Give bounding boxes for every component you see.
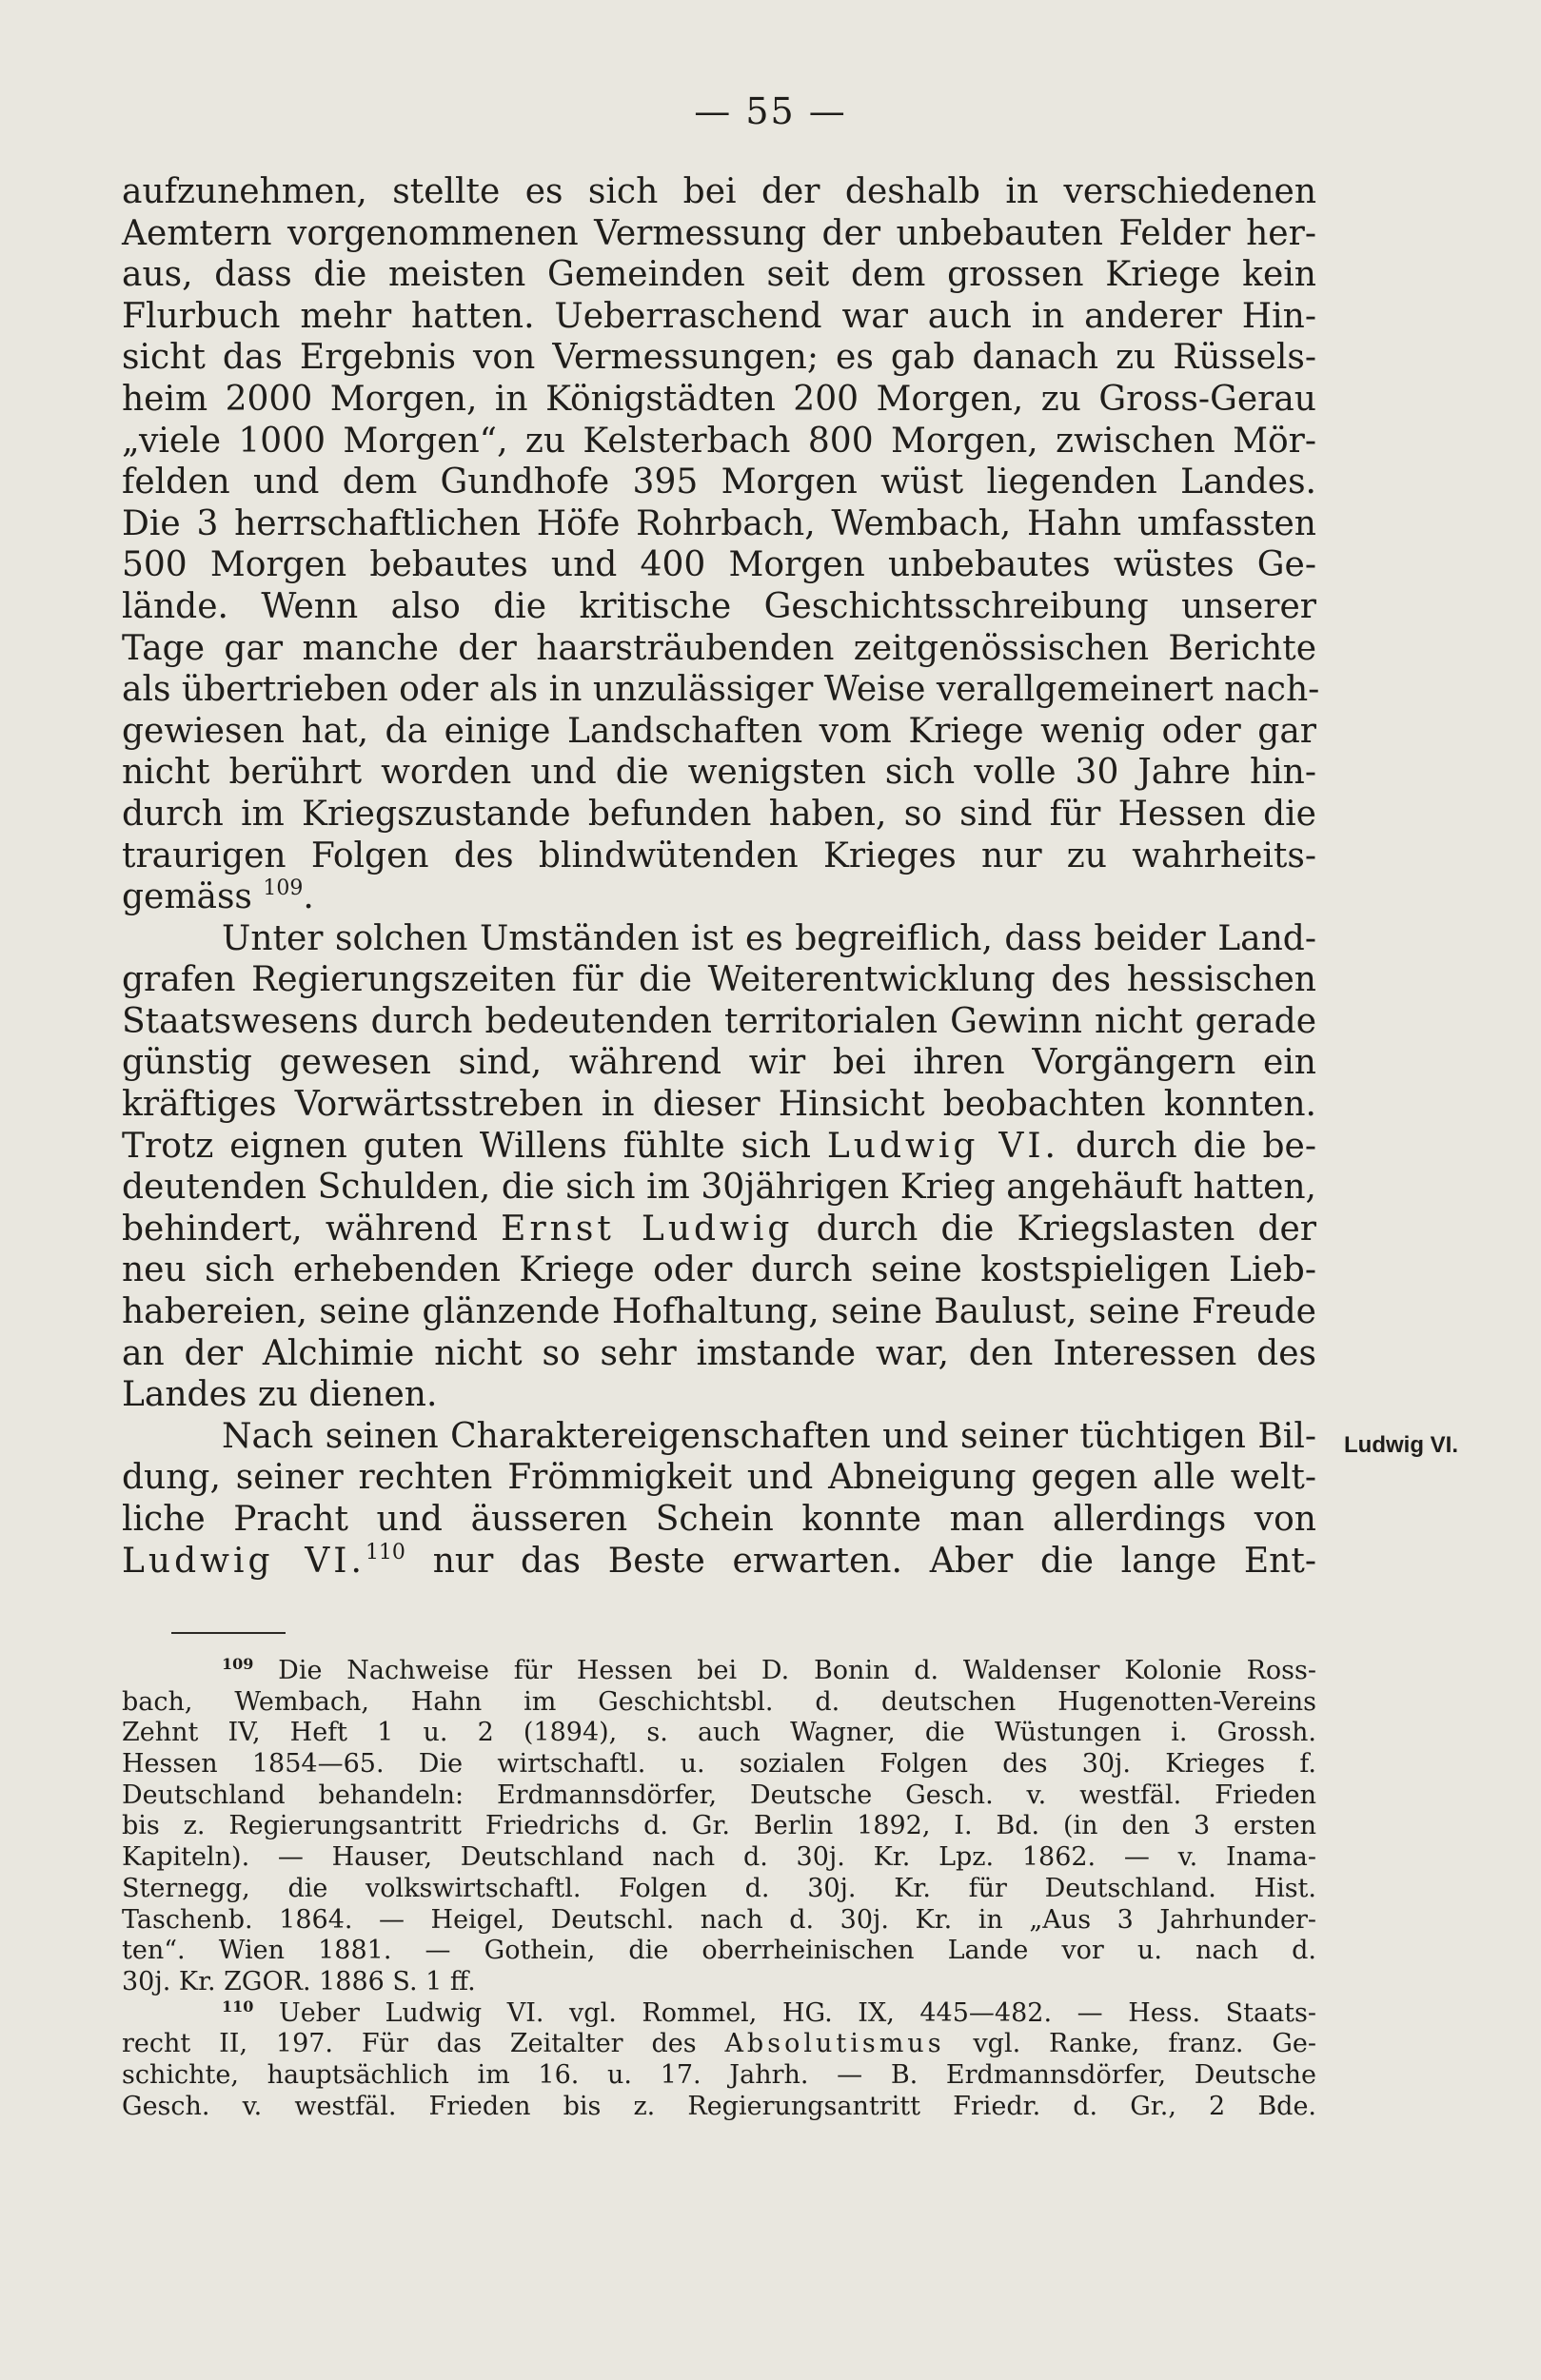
spaced-name: Ludwig VI. [122, 1541, 365, 1581]
text-line: „viele 1000 Morgen“, zu Kelsterbach 800 Morgen, zwischen Mör- [122, 421, 1316, 461]
text-line: Unter solchen Umständen ist es begreiflich, dass beider Land- [222, 918, 1316, 958]
text-fragment: Trotz eignen guten Willens fühlte sich [122, 1126, 827, 1166]
footnote-line: Deutschland behandeln: Erdmannsdörfer, Deutsche Gesch. v. westfäl. Frieden [122, 1780, 1316, 1810]
text-line: sicht das Ergebnis von Vermessungen; es gab danach zu Rüssels- [122, 338, 1316, 378]
footnote-ref-109: 109 [263, 876, 304, 901]
text-line [122, 1541, 1316, 1583]
text-line: durch im Kriegszustande befunden haben, so sind für Hessen die [122, 794, 1316, 834]
text-fragment: vgl. Ranke, franz. Ge- [944, 2029, 1316, 2059]
footnote-ref-110: 110 [365, 1540, 405, 1564]
footnote-line: schichte, hauptsächlich im 16. u. 17. Jahrh. — B. Erdmannsdörfer, Deutsche [122, 2059, 1316, 2090]
text-line: Die 3 herrschaftlichen Höfe Rohrbach, Wembach, Hahn umfassten [122, 503, 1316, 543]
text-line: heim 2000 Morgen, in Königstädten 200 Morgen, zu Gross-Gerau [122, 379, 1316, 419]
text-fragment: Die Nachweise für Hessen bei D. Bonin d. Waldenser Kolonie Ross- [253, 1656, 1316, 1685]
main-text [122, 171, 1320, 1582]
text-line: habereien, seine glänzende Hofhaltung, seine Baulust, seine Freude [122, 1292, 1316, 1332]
footnote-line: ten“. Wien 1881. — Gothein, die oberrheinischen Lande vor u. nach d. [122, 1936, 1316, 1966]
text-line: felden und dem Gundhofe 395 Morgen wüst liegenden Landes. [122, 462, 1316, 502]
text-fragment: durch die Kriegslasten der [793, 1209, 1317, 1249]
text-line: gewiesen hat, da einige Landschaften vom Kriege wenig oder gar [122, 711, 1316, 751]
text-line: kräftiges Vorwärtsstreben in dieser Hinsicht beobachten konnten. [122, 1085, 1316, 1125]
text-line: lände. Wenn also die kritische Geschichtsschreibung unserer [122, 586, 1316, 626]
text-line: Aemtern vorgenommenen Vermessung der unbebauten Felder her- [122, 213, 1316, 253]
text-line [122, 1126, 1316, 1168]
text-fragment: Ueber Ludwig VI. vgl. Rommel, HG. IX, 445—482. — Hess. Staats- [253, 1997, 1316, 2028]
footnote-line: Hessen 1854—65. Die wirtschaftl. u. sozialen Folgen des 30j. Krieges f. [122, 1749, 1316, 1780]
text-line: Flurbuch mehr hatten. Ueberraschend war auch in anderer Hin- [122, 296, 1316, 336]
text-line [122, 1209, 1316, 1250]
text-line: deutenden Schulden, die sich im 30jährigen Krieg angehäuft hatten, [122, 1168, 1316, 1208]
text-line: Nach seinen Charaktereigenschaften und seiner tüchtigen Bil- [222, 1416, 1316, 1456]
footnote-line [122, 1656, 1316, 1687]
footnotes [122, 1656, 1316, 2122]
footnote-number: 109 [222, 1655, 254, 1673]
text-line: grafen Regierungszeiten für die Weiterentwicklung des hessischen [122, 960, 1316, 1000]
text-line: 500 Morgen bebautes und 400 Morgen unbebautes wüstes Ge- [122, 545, 1316, 585]
text-line: dung, seiner rechten Frömmigkeit und Abneigung gegen alle welt- [122, 1458, 1316, 1498]
text-line: aus, dass die meisten Gemeinden seit dem grossen Kriege kein [122, 255, 1316, 295]
text-line: Tage gar manche der haarsträubenden zeitgenössischen Berichte [122, 628, 1316, 668]
text-fragment: recht II, 197. Für das Zeitalter des [122, 2029, 725, 2059]
text-line: günstig gewesen sind, während wir bei ihren Vorgängern ein [122, 1043, 1316, 1083]
footnote-line: bach, Wembach, Hahn im Geschichtsbl. d. deutschen Hugenotten-Vereins [122, 1686, 1316, 1717]
text-line: an der Alchimie nicht so sehr imstande war, den Interessen des [122, 1333, 1316, 1373]
text-fragment: durch die be- [1059, 1126, 1317, 1166]
text-fragment: . [303, 877, 314, 917]
text-line: aufzunehmen, stellte es sich bei der deshalb in verschiedenen [122, 172, 1316, 211]
text-fragment: nur das Beste erwarten. Aber die lange Ent- [405, 1541, 1316, 1581]
footnote-line: 30j. Kr. ZGOR. 1886 S. 1 ff. [122, 1966, 476, 1996]
footnote-line: Kapiteln). — Hauser, Deutschland nach d. 30j. Kr. Lpz. 1862. — v. Inama- [122, 1842, 1316, 1873]
footnote-line [122, 2029, 1316, 2060]
footnote-line [122, 1998, 1316, 2030]
footnote-line: bis z. Regierungsantritt Friedrichs d. Gr. Berlin 1892, I. Bd. (in den 3 ersten [122, 1811, 1316, 1841]
margin-note: Ludwig VI. [1344, 1432, 1458, 1458]
text-fragment: gemäss [122, 877, 264, 917]
footnote-number: 110 [222, 1996, 254, 2016]
text-line: traurigen Folgen des blindwütenden Krieges nur zu wahrheits- [122, 836, 1316, 875]
text-line: liche Pracht und äusseren Schein konnte man allerdings von [122, 1500, 1316, 1539]
page-number: — 55 — [694, 90, 847, 132]
text-fragment: behindert, während [122, 1209, 502, 1249]
text-line: Landes zu dienen. [122, 1375, 438, 1415]
footnote-line: Sternegg, die volkswirtschaftl. Folgen d. 30j. Kr. für Deutschland. Hist. [122, 1873, 1316, 1903]
footnote-line: Zehnt IV, Heft 1 u. 2 (1894), s. auch Wagner, die Wüstungen i. Grossh. [122, 1718, 1316, 1748]
spaced-name: Ernst Ludwig [501, 1209, 794, 1249]
text-line: neu sich erhebenden Kriege oder durch seine kostspieligen Lieb- [122, 1250, 1316, 1290]
text-line: nicht berührt worden und die wenigsten sich volle 30 Jahre hin- [122, 753, 1316, 793]
spaced-name: Ludwig VI. [826, 1126, 1060, 1166]
footnote-line: Taschenb. 1864. — Heigel, Deutschl. nach d. 30j. Kr. in „Aus 3 Jahrhunder- [122, 1904, 1316, 1935]
spaced-word: Absolutismus [724, 2029, 945, 2059]
text-line [122, 876, 1316, 918]
text-line: Staatswesens durch bedeutenden territorialen Gewinn nicht gerade [122, 1001, 1316, 1041]
footnote-divider [171, 1632, 286, 1634]
text-line: als übertrieben oder als in unzulässiger Weise verallgemeinert nach- [122, 670, 1320, 710]
footnote-line: Gesch. v. westfäl. Frieden bis z. Regierungsantritt Friedr. d. Gr., 2 Bde. [122, 2091, 1316, 2121]
